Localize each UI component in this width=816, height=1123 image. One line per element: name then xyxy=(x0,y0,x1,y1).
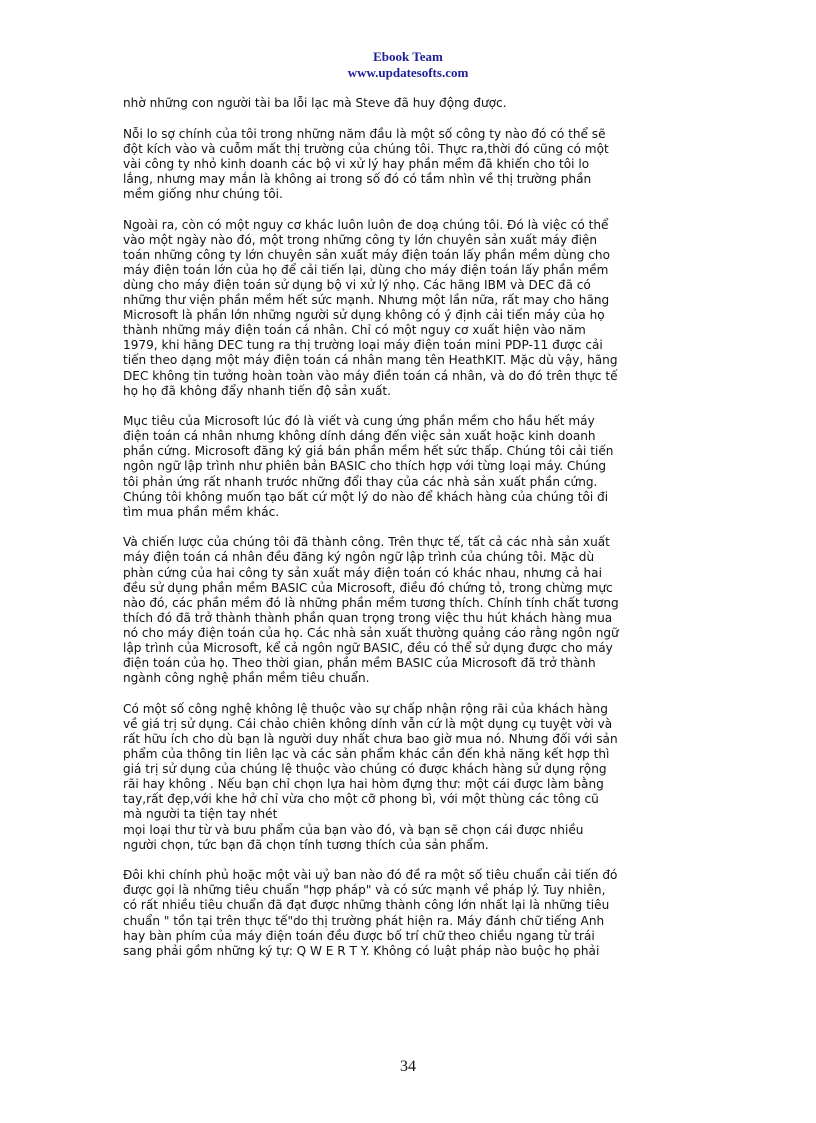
text-line: mềm giống như chúng tôi. xyxy=(123,186,283,201)
paragraph xyxy=(123,702,698,853)
header-team: Ebook Team xyxy=(373,49,443,64)
text-line: mọi loại thư từ và bưu phẩm của bạn vào đó, và bạn sẽ chọn cái được nhiều xyxy=(123,822,584,837)
text-line: ngành công nghệ phần mềm tiêu chuẩn. xyxy=(123,671,370,686)
paragraph xyxy=(123,414,698,520)
text-line: 1979, khi hãng DEC tung ra thị trường loại máy điện toán mini PDP-11 được cải xyxy=(123,338,603,353)
text-line: chuẩn " tồn tại trên thực tế"do thị trường phát hiện ra. Máy đánh chữ tiếng Anh xyxy=(123,913,605,928)
text-line: giá trị sử dụng của chúng lệ thuộc vào chúng có được khách hàng sử dụng rộng xyxy=(123,762,607,777)
text-line: phàn cứng của hai công ty sản xuất máy điện toán có khác nhau, nhưng cả hai xyxy=(123,565,602,580)
text-line: đều sử dụng phần mềm BASIC của Microsoft, điều đó chứng tỏ, trong chừng mực xyxy=(123,580,613,595)
text-line: Và chiến lược của chúng tôi đã thành công. Trên thực tế, tất cả các nhà sản xuất xyxy=(123,535,610,550)
text-line: Nỗi lo sợ chính của tôi trong những năm đầu là một số công ty nào đó có thể sẽ xyxy=(123,126,606,141)
page-header xyxy=(0,49,816,81)
text-line: dùng cho máy điện toán sử dụng bộ vi xử lý nhọ. Các hãng IBM và DEC đã có xyxy=(123,277,591,292)
text-line: tôi phản ứng rất nhanh trước những đổi thay của các nhà sản xuất phần cứng. xyxy=(123,474,598,489)
text-line: tay,rất đẹp,với khe hở chỉ vừa cho một cỡ phong bì, với một thùng các tông cũ xyxy=(123,792,599,807)
page-number: 34 xyxy=(400,1058,416,1075)
text-line: nhờ những con người tài ba lỗi lạc mà Steve đã huy động được. xyxy=(123,96,507,110)
text-line: thành những máy điện toán cá nhân. Chỉ có một nguy cơ xuất hiện vào năm xyxy=(123,323,586,338)
text-line: vào một ngày nào đó, một trong những công ty lớn chuyên sản xuất máy điện xyxy=(123,232,598,247)
text-line: Mục tiêu của Microsoft lúc đó là viết và cung ứng phần mềm cho hầu hết máy xyxy=(123,414,595,429)
text-line: lập trình của Microsoft, kể cả ngôn ngữ BASIC, đều có thể sử dụng được cho máy xyxy=(123,641,613,655)
paragraph xyxy=(123,127,698,202)
text-line: tìm mua phần mềm khác. xyxy=(123,504,280,519)
text-line: Đôi khi chính phủ hoặc một vài uỷ ban nào đó đề ra một số tiêu chuẩn cải tiến đó xyxy=(123,868,618,883)
text-line: lắng, nhưng may mắn là không ai trong số đó có tầm nhìn về thị trường phần xyxy=(123,171,592,186)
text-line: đột kích vào và cuỗm mất thị trường của chúng tôi. Thực ra,thời đó cũng có một xyxy=(123,141,609,156)
text-line: được gọi là những tiêu chuẩn "hợp pháp" và có sức mạnh về pháp lý. Tuy nhiên, xyxy=(123,883,606,898)
text-line: tiến theo dạng một máy điện toán cá nhân mang tên HeathKIT. Mặc dù vậy, hãng xyxy=(123,353,618,368)
text-line: Microsoft là phần lớn những người sử dụng không có ý định cải tiến máy của họ xyxy=(123,308,605,323)
paragraph xyxy=(123,96,698,111)
paragraph xyxy=(123,218,698,399)
text-line: điện toán cá nhân nhưng không dính dáng đến việc sản xuất hoặc kinh doanh xyxy=(123,429,596,444)
text-line: nó cho máy điện toán của họ. Các nhà sản xuất thường quảng cáo rằng ngôn ngữ xyxy=(123,625,619,640)
text-line: sang phải gồm những ký tự: Q W E R T Y. Không có luật pháp nào buộc họ phải xyxy=(123,943,600,958)
text-line: Có một số công nghệ không lệ thuộc vào sự chấp nhận rộng rãi của khách hàng xyxy=(123,701,608,716)
text-line: phần cứng. Microsoft đăng ký giá bán phần mềm hết sức thấp. Chúng tôi cải tiến xyxy=(123,444,614,459)
text-line: điện toán của họ. Theo thời gian, phần mềm BASIC của Microsoft đã trở thành xyxy=(123,656,596,671)
text-line: hay bàn phím của máy điện toán đều được bố trí chữ theo chiều ngang từ trái xyxy=(123,928,595,943)
paragraph xyxy=(123,535,698,686)
text-line: Chúng tôi không muốn tạo bất cứ một lý do nào để khách hàng của chúng tôi đi xyxy=(123,489,609,504)
text-line: về giá trị sử dụng. Cái chảo chiên không dính vẫn cứ là một dụng cụ tuyệt vời và xyxy=(123,716,613,731)
text-line: có rất nhiều tiêu chuẩn đã đạt được những thành công lớn nhất lại là những tiêu xyxy=(123,898,610,913)
text-line: máy điện toán lớn của họ để cải tiến lại, dùng cho máy điện toán lấy phần mềm xyxy=(123,262,609,277)
header-site: www.updatesofts.com xyxy=(347,65,469,80)
paragraph xyxy=(123,868,698,959)
text-line: nào đó, các phần mềm đó là những phần mềm tương thích. Chính tính chất tương xyxy=(123,595,619,610)
text-line: phẩm của thông tin liên lạc và các sản phẩm khác cần đến khả năng kết hợp thì xyxy=(123,747,610,762)
text-line: họ họ đã không đẩy nhanh tiến độ sản xuất. xyxy=(123,383,392,398)
text-line: máy điện toán cá nhân đều đăng ký ngôn ngữ lập trình của chúng tôi. Mặc dù xyxy=(123,550,595,565)
text-line: thích đó đã trở thành thành phần quan trọng trong việc thu hút khách hàng mua xyxy=(123,610,613,625)
text-line: DEC không tin tưởng hoàn toàn vào máy điền toán cá nhân, và do đó trên thực tế xyxy=(123,368,618,383)
text-line: rãi hay không . Nếu bạn chỉ chọn lựa hai hòm đựng thư: một cái được làm bằng xyxy=(123,777,604,792)
text-line: toán những công ty lớn chuyên sản xuất máy điện toán lấy phần mềm dùng cho xyxy=(123,247,610,262)
text-line: rất hữu ích cho dù bạn là người duy nhất chưa bao giờ mua nó. Nhưng đối với sản xyxy=(123,731,618,746)
text-line: mà người ta tiện tay nhét xyxy=(123,807,278,822)
text-line: vài công ty nhỏ kinh doanh các bộ vi xử lý hay phần mềm đã khiến cho tôi lo xyxy=(123,156,590,171)
text-line: Ngoài ra, còn có một nguy cơ khác luôn luôn đe doạ chúng tôi. Đó là việc có thể xyxy=(123,217,609,232)
body-text xyxy=(123,96,698,974)
text-line: người chọn, tức bạn đã chọn tính tương thích của sản phẩm. xyxy=(123,837,489,852)
text-line: ngôn ngữ lập trình như phiên bản BASIC cho thích hợp với từng loại máy. Chúng xyxy=(123,459,607,474)
text-line: những thư viện phần mềm hết sức mạnh. Nhưng một lần nữa, rất may cho hãng xyxy=(123,293,610,308)
